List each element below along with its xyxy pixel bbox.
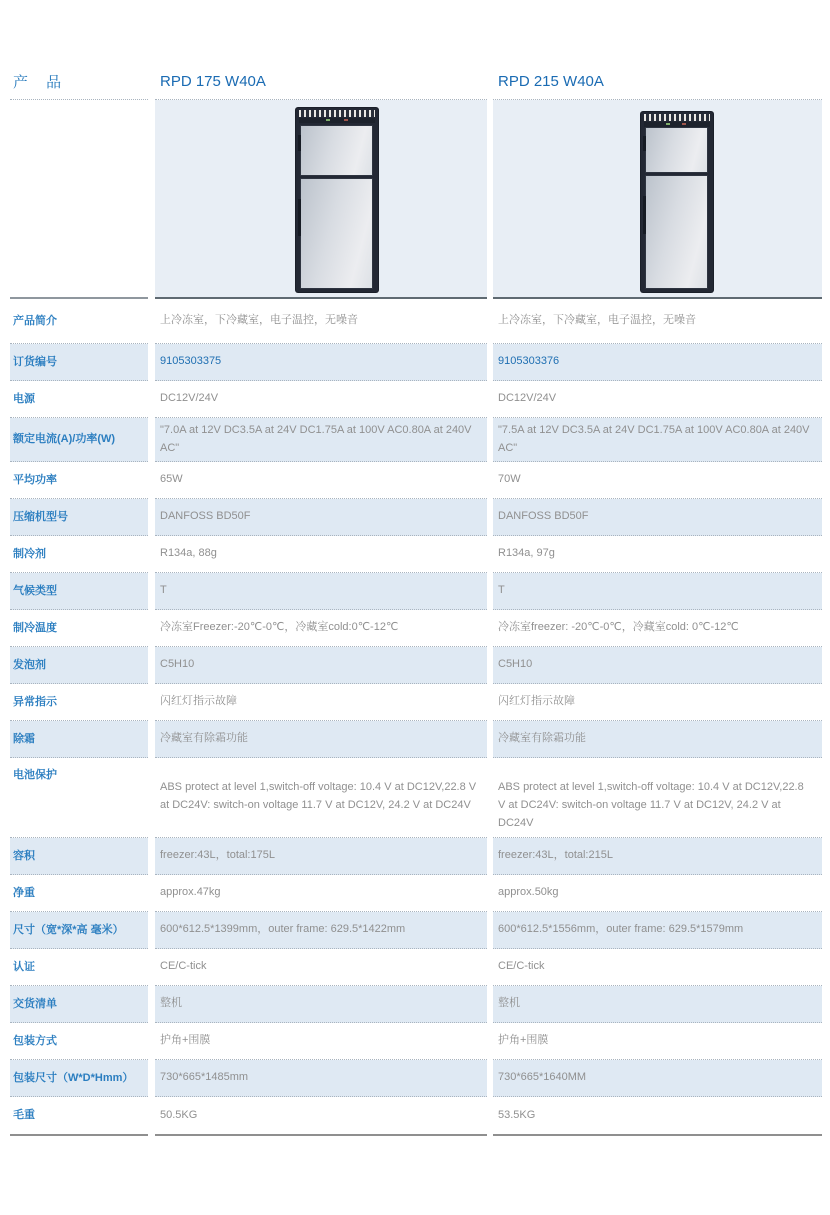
spec-value-rpd175: 冷冻室Freezer:-20℃-0℃，冷藏室cold:0℃-12℃ <box>160 621 399 634</box>
spec-row <box>10 462 822 499</box>
spec-label: 发泡剂 <box>13 658 46 671</box>
fridge-vent-grille <box>644 114 710 121</box>
spec-value-rpd215: 上冷冻室，下冷藏室，电子温控，无噪音 <box>498 314 696 327</box>
spec-row <box>10 647 822 684</box>
products-header-label: 产 品 <box>10 63 148 100</box>
spec-value-rpd215: 护角+围膜 <box>498 1034 549 1047</box>
table-header <box>10 63 822 100</box>
spec-value-rpd175: T <box>160 584 167 597</box>
spec-value-rpd215: 冷冻室freezer: -20℃-0℃，冷藏室cold: 0℃-12℃ <box>498 621 739 634</box>
spec-label: 净重 <box>13 886 35 899</box>
spec-label: 额定电流(A)/功率(W) <box>13 433 116 446</box>
refrigerator-image-rpd175 <box>296 108 378 292</box>
spec-value-rpd175: C5H10 <box>160 658 195 671</box>
spec-row <box>10 758 822 838</box>
spec-row <box>10 949 822 986</box>
spec-row <box>10 381 822 418</box>
spec-value-rpd215: 70W <box>498 473 521 486</box>
product-image-row <box>10 100 822 299</box>
product-title-rpd175: RPD 175 W40A <box>155 63 487 100</box>
spec-row <box>10 610 822 647</box>
spec-value-rpd215: 闪红灯指示故障 <box>498 695 575 708</box>
fridge-led-red <box>682 123 686 125</box>
fridge-control-panel <box>299 118 375 123</box>
spec-label: 气候类型 <box>13 584 57 597</box>
spec-label: 毛重 <box>13 1109 35 1122</box>
spec-value-rpd215: approx.50kg <box>498 886 559 899</box>
fridge-led-red <box>344 119 348 121</box>
spec-row <box>10 573 822 610</box>
spec-label: 包装尺寸（W*D*Hmm） <box>13 1071 134 1084</box>
spec-label: 认证 <box>13 960 35 973</box>
spec-row <box>10 838 822 875</box>
spec-label: 除霜 <box>13 732 35 745</box>
spec-value-rpd215: DANFOSS BD50F <box>498 510 589 523</box>
spec-value-rpd215: 整机 <box>498 997 520 1010</box>
spec-label: 平均功率 <box>13 473 57 486</box>
bottom-rule-segment <box>493 1134 822 1136</box>
comparison-table <box>10 63 822 1136</box>
freezer-door <box>300 125 373 176</box>
spec-value-rpd215: 9105303376 <box>498 355 560 368</box>
spec-value-rpd175: 护角+围膜 <box>160 1034 211 1047</box>
spec-row <box>10 1060 822 1097</box>
spec-label: 交货清单 <box>13 997 57 1010</box>
spec-value-rpd215: 600*612.5*1556mm，outer frame: 629.5*1579mm <box>498 923 744 936</box>
spec-value-rpd175: 冷藏室有除霜功能 <box>160 732 248 745</box>
spec-value-rpd215: 53.5KG <box>498 1108 536 1121</box>
spec-row <box>10 418 822 462</box>
spec-row <box>10 536 822 573</box>
spec-value-rpd215: R134a, 97g <box>498 547 555 560</box>
spec-row <box>10 1097 822 1134</box>
spec-label: 制冷剂 <box>13 547 46 560</box>
spec-row <box>10 499 822 536</box>
spec-label: 异常指示 <box>13 695 57 708</box>
product-title-rpd215: RPD 215 W40A <box>493 63 822 100</box>
spec-value-rpd175: R134a, 88g <box>160 547 217 560</box>
spec-value-rpd215: "7.5A at 12V DC3.5A at 24V DC1.75A at 100V AC0.80A at 240V AC" <box>498 424 810 454</box>
fridge-door <box>300 178 373 289</box>
spec-value-rpd215: ABS protect at level 1,switch-off voltage: 10.4 V at DC12V,22.8 V at DC24V: switch-on voltage 11.7 V at DC12V, 24.2 V at DC24V <box>498 781 804 830</box>
spec-value-rpd215: T <box>498 584 505 597</box>
spec-row <box>10 299 822 344</box>
spec-label: 订货编号 <box>13 355 57 368</box>
spec-value-rpd175: approx.47kg <box>160 886 221 899</box>
spec-label: 压缩机型号 <box>13 510 68 523</box>
spec-label: 容积 <box>13 849 35 862</box>
spec-row <box>10 1023 822 1060</box>
spec-label: 尺寸（宽*深*高 毫米） <box>13 923 124 936</box>
spec-value-rpd215: 730*665*1640MM <box>498 1071 587 1084</box>
spec-row <box>10 986 822 1023</box>
spec-value-rpd215: CE/C-tick <box>498 960 545 973</box>
spec-value-rpd175: "7.0A at 12V DC3.5A at 24V DC1.75A at 100V AC0.80A at 240V AC" <box>160 424 472 454</box>
spec-value-rpd175: 上冷冻室，下冷藏室，电子温控，无噪音 <box>160 314 358 327</box>
spec-value-rpd175: freezer:43L，total:175L <box>160 849 275 862</box>
spec-value-rpd175: 600*612.5*1399mm，outer frame: 629.5*1422mm <box>160 923 406 936</box>
refrigerator-image-rpd215 <box>641 112 713 292</box>
fridge-door <box>645 175 708 289</box>
product-image-cell-rpd215 <box>493 100 822 299</box>
table-bottom-rule <box>10 1134 822 1136</box>
spec-row <box>10 344 822 381</box>
image-row-label-spacer <box>10 100 148 299</box>
bottom-rule-segment <box>10 1134 148 1136</box>
spec-value-rpd215: DC12V/24V <box>498 392 557 405</box>
spec-value-rpd175: 50.5KG <box>160 1108 198 1121</box>
fridge-led-green <box>326 119 330 121</box>
spec-row <box>10 721 822 758</box>
spec-value-rpd175: 730*665*1485mm <box>160 1071 249 1084</box>
spec-value-rpd175: DC12V/24V <box>160 392 219 405</box>
fridge-vent-grille <box>299 110 375 117</box>
spec-label: 电源 <box>13 392 35 405</box>
spec-label: 产品简介 <box>13 314 57 327</box>
spec-value-rpd175: CE/C-tick <box>160 960 207 973</box>
spec-value-rpd175: 闪红灯指示故障 <box>160 695 237 708</box>
spec-row <box>10 912 822 949</box>
spec-row <box>10 875 822 912</box>
spec-value-rpd215: 冷藏室有除霜功能 <box>498 732 586 745</box>
spec-value-rpd175: DANFOSS BD50F <box>160 510 251 523</box>
spec-label: 包装方式 <box>13 1034 57 1047</box>
spec-value-rpd175: 9105303375 <box>160 355 222 368</box>
freezer-door <box>645 127 708 173</box>
spec-value-rpd215: C5H10 <box>498 658 533 671</box>
spec-label: 制冷温度 <box>13 621 57 634</box>
spec-value-rpd175: 整机 <box>160 997 182 1010</box>
fridge-led-green <box>666 123 670 125</box>
spec-value-rpd175: ABS protect at level 1,switch-off voltage: 10.4 V at DC12V,22.8 V at DC24V: switch-on voltage 11.7 V at DC12V, 24.2 V at DC24V <box>160 781 477 812</box>
product-image-cell-rpd175 <box>155 100 487 299</box>
spec-label: 电池保护 <box>13 769 57 782</box>
spec-rows-container <box>10 299 822 1134</box>
spec-value-rpd215: freezer:43L，total:215L <box>498 849 613 862</box>
spec-value-rpd175: 65W <box>160 473 183 486</box>
bottom-rule-segment <box>155 1134 487 1136</box>
spec-row <box>10 684 822 721</box>
